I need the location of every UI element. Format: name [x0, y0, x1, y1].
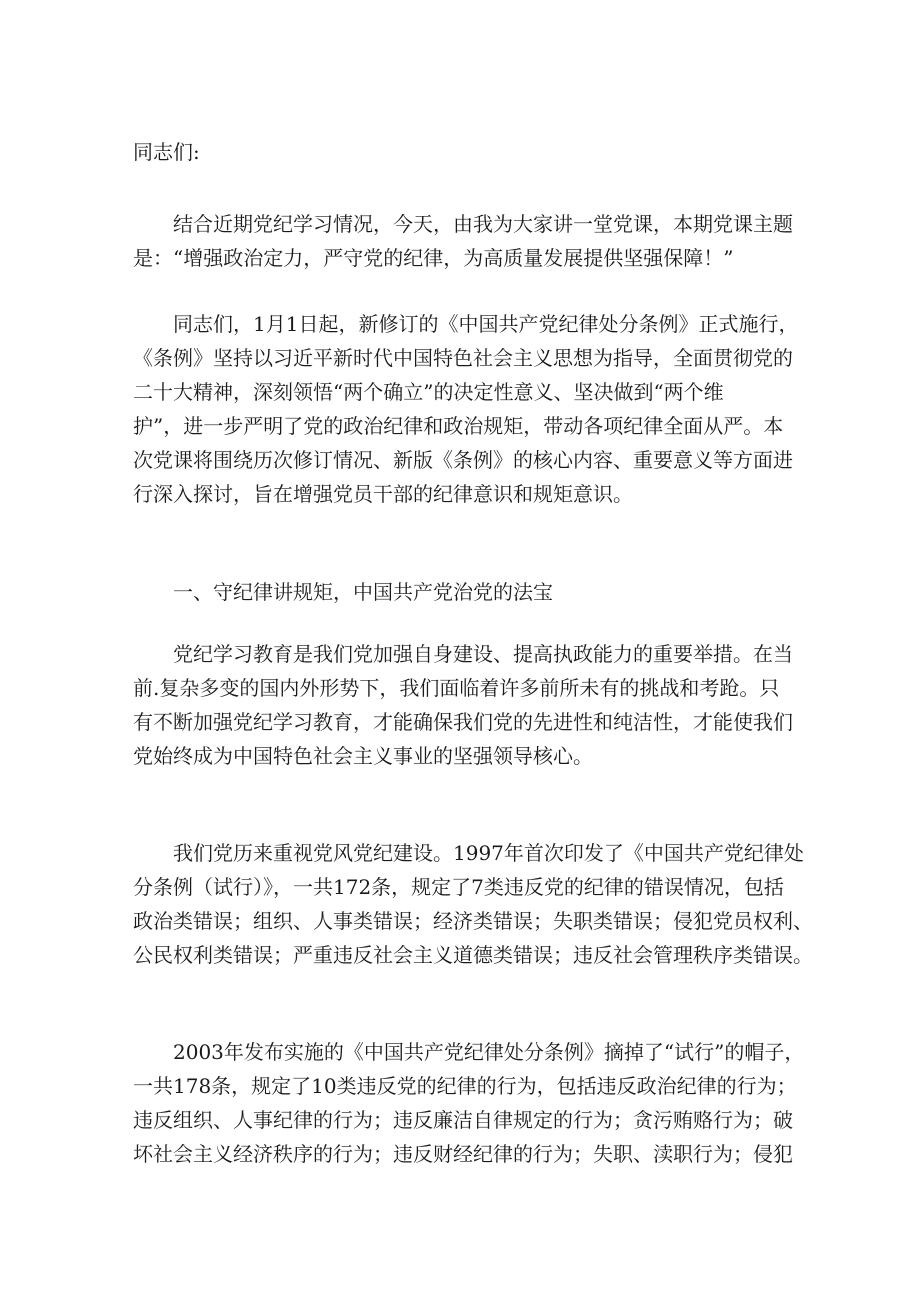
- document-page: [133, 135, 813, 1166]
- paragraph-line: 结合近期党纪学习情况，今天，由我为大家讲一堂党课，本期党课主题: [173, 212, 793, 236]
- paragraph-line: 2003年发布实施的《中国共产党纪律处分条例》摘掉了“试行”的帽子，: [173, 1040, 805, 1064]
- paragraph-line: 次党课将围绕历次修订情况、新版《条例》的核心内容、重要意义等方面进: [133, 448, 793, 472]
- paragraph-line: 分条例（试行）》，一共172条，规定了7类违反党的纪律的错误情况，包括: [133, 875, 784, 899]
- salutation: 同志们:: [133, 140, 200, 164]
- paragraph-party-education: [133, 637, 795, 773]
- paragraph-line: 《条例》坚持以习近平新时代中国特色社会主义思想为指导，全面贯彻党的: [133, 346, 793, 370]
- paragraph-history-2003: [133, 1035, 805, 1171]
- paragraph-line: 是：“增强政治定力，严守党的纪律，为高质量发展提供坚强保障！”: [133, 246, 734, 270]
- paragraph-line: 政治类错误；组织、人事类错误；经济类错误；失职类错误；侵犯党员权利、: [133, 909, 813, 933]
- paragraph-history-1997: [133, 836, 813, 972]
- paragraph-line: 违反组织、人事纪律的行为；违反廉洁自律规定的行为；贪污贿赂行为；破: [133, 1108, 793, 1132]
- section-heading-1: [133, 575, 795, 609]
- paragraph-line: 二十大精神，深刻领悟“两个确立”的决定性意义、坚决做到“两个维: [133, 380, 724, 404]
- paragraph-line: 同志们，1月1日起，新修订的《中国共产党纪律处分条例》正式施行，: [173, 312, 799, 336]
- paragraph-line: 党纪学习教育是我们党加强自身建设、提高执政能力的重要举措。在当: [173, 642, 793, 666]
- paragraph-line: 党始终成为中国特色社会主义事业的坚强领导核心。: [133, 744, 593, 768]
- paragraph-intro: [133, 207, 795, 275]
- paragraph-line: 公民权利类错误；严重违反社会主义道德类错误；违反社会管理秩序类错误。: [133, 943, 813, 967]
- paragraph-line: 我们党历来重视党风党纪建设。1997年首次印发了《中国共产党纪律处: [173, 841, 804, 865]
- paragraph-line: 一共178条，规定了10类违反党的纪律的行为，包括违反政治纪律的行为；: [133, 1074, 797, 1098]
- paragraph-line: 前.复杂多变的国内外形势下，我们面临着许多前所未有的挑战和考跄。只: [133, 676, 780, 700]
- paragraph-line: 护”，进一步严明了党的政治纪律和政治规矩，带动各项纪律全面从严。本: [133, 414, 784, 438]
- paragraph-line: 行深入探讨，旨在增强党员干部的纪律意识和规矩意识。: [133, 482, 633, 506]
- paragraph-line: 有不断加强党纪学习教育，才能确保我们党的先进性和纯洁性，才能使我们: [133, 710, 793, 734]
- paragraph-line: 坏社会主义经济秩序的行为；违反财经纪律的行为；失职、渎职行为；侵犯: [133, 1142, 793, 1166]
- paragraph-regulation-intro: [133, 307, 799, 511]
- heading-text: 一、守纪律讲规矩，中国共产党治党的法宝: [173, 580, 553, 604]
